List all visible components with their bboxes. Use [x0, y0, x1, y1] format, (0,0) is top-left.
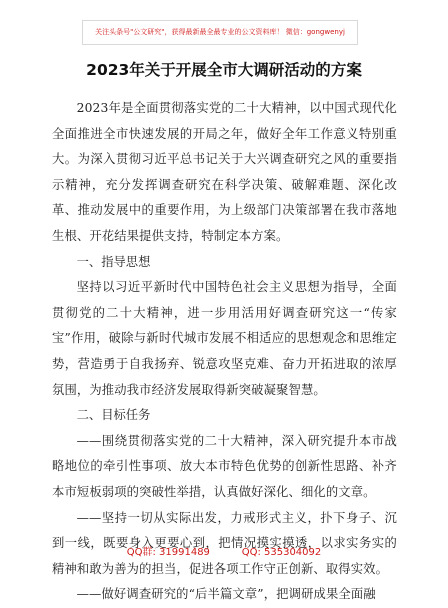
paragraph-goal-3: ——做好调查研究的“后半篇文章”，把调研成果全面融	[76, 587, 376, 602]
promo-banner: 关注头条号"公文研究"，获得最新最全最专业的公文资料库！ 微信：gongwenyj	[82, 20, 358, 45]
document-body	[52, 96, 397, 608]
paragraph-goal-2: ——坚持一切从实际出发，力戒形式主义，扑下身子、沉到一线，既要身入更要心到，把情况摸实摸透，以求实务实的精神和敢为善为的担当，促进各项工作守正创新、取得实效。	[52, 510, 397, 576]
paragraph-guiding-ideology: 坚持以习近平新时代中国特色社会主义思想为指导，全面贯彻党的二十大精神，进一步用活用好调查研究这一“传家宝”作用，破除与新时代城市发展不相适应的思想观念和思维定势，营造勇于自我扬弃、锐意攻坚克难、奋力开拓进取的浓厚氛围，为推动我市经济发展取得新突破凝聚智慧。	[52, 280, 397, 397]
paragraph-intro: 2023年是全面贯彻落实党的二十大精神，以中国式现代化全面推进全市快速发展的开局之年，做好全年工作意义特别重大。为深入贯彻习近平总书记关于大兴调查研究之风的重要指示精神，充分发挥调查研究在科学决策、破解难题、深化改革、推动发展中的重要作用，为上级部门决策部署在我市落地生根、开花结果提供支持，特制定本方案。	[52, 101, 397, 243]
paragraph-goal-1: ——围绕贯彻落实党的二十大精神，深入研究提升本市战略地位的牵引性事项、放大本市特色优势的创新性思路、补齐本市短板弱项的突破性举措，认真做好深化、细化的文章。	[52, 433, 397, 499]
contact-footer: QQ群: 31991489 QQ: 535304092	[126, 547, 322, 558]
section-heading-goals-tasks: 二、目标任务	[76, 408, 151, 423]
section-heading-guiding-ideology: 一、指导思想	[76, 254, 151, 269]
document-title: 2023年关于开展全市大调研活动的方案	[86, 61, 362, 79]
